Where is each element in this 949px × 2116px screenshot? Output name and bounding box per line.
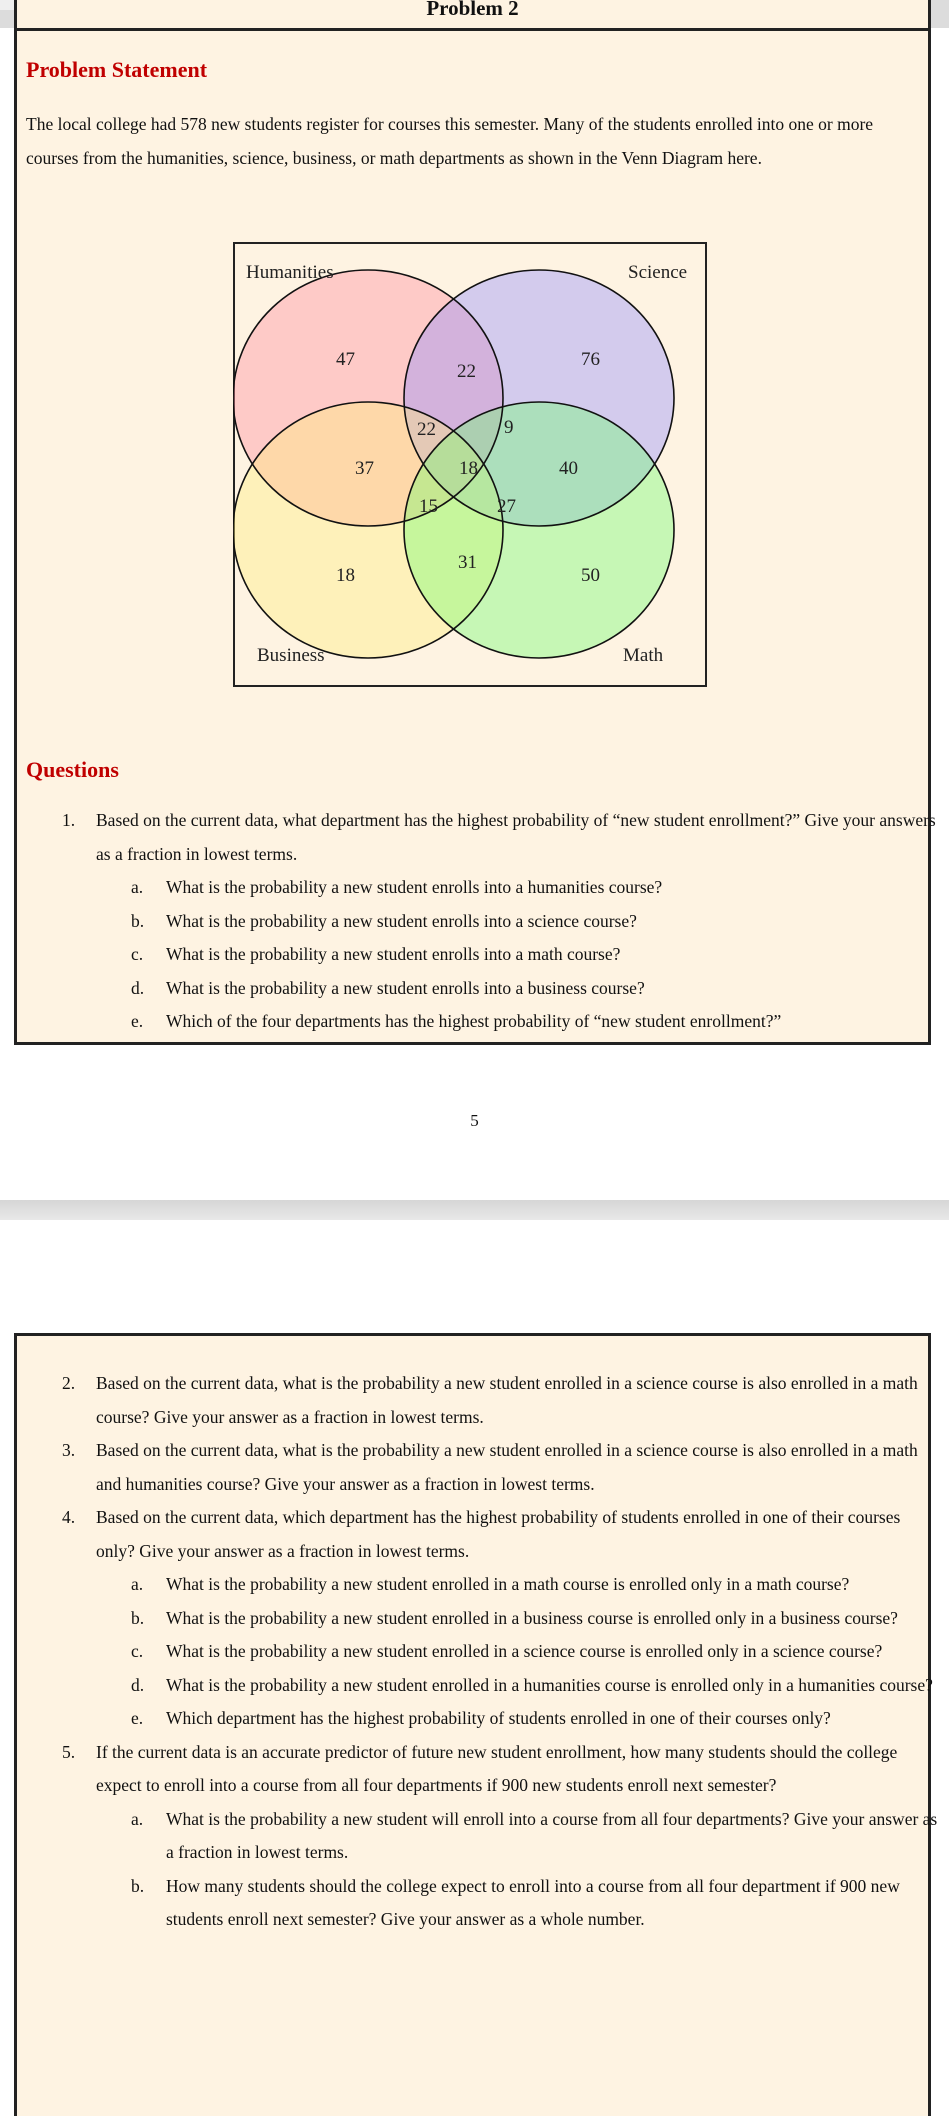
problem-statement-heading: Problem Statement: [26, 57, 208, 82]
sub-question-text: What is the probability a new student enrolls into a math course?: [166, 944, 621, 964]
sub-question-letter: a.: [131, 1808, 144, 1829]
venn-label-math: Math: [623, 645, 664, 666]
venn-svg: [233, 242, 709, 688]
question-1c: [26, 938, 941, 972]
question-1d: [26, 972, 941, 1006]
region-all-four: 18: [459, 458, 478, 479]
question-number: 2.: [62, 1373, 76, 1393]
region-business-science-math: 27: [497, 496, 516, 517]
question-1a: [26, 871, 941, 905]
question-4d: [26, 1669, 941, 1703]
region-humanities-business-math: 15: [419, 496, 438, 517]
sub-question-text: Which of the four departments has the highest probability of “new student enrollment?”: [166, 1011, 782, 1031]
page-number: 5: [470, 1111, 479, 1130]
question-number: 5.: [62, 1741, 76, 1762]
question-4c: [26, 1635, 941, 1669]
sub-question-letter: c.: [131, 944, 144, 964]
venn-label-humanities: Humanities: [246, 262, 334, 283]
region-business-math: 31: [458, 552, 477, 573]
question-5: [26, 1736, 941, 1803]
region-humanities-science-math: 9: [504, 417, 514, 438]
question-text: Based on the current data, which department has the highest probability of students enrolled in one of their courses only? Give your answer as a fraction in lowest terms.: [96, 1507, 901, 1561]
sub-question-text: What is the probability a new student enrolled in a business course is enrolled only in a business course?: [166, 1607, 898, 1628]
question-number: 3.: [62, 1440, 76, 1460]
sub-question-letter: e.: [131, 1708, 144, 1728]
question-4: [26, 1501, 941, 1568]
sub-question-text: What is the probability a new student enrolled in a humanities course is enrolled only in a humanities course?: [166, 1674, 933, 1695]
region-humanities-science: 22: [457, 361, 476, 382]
question-number: 4.: [62, 1507, 76, 1527]
page-divider: [0, 1200, 949, 1220]
sub-question-text: What is the probability a new student enrolls into a humanities course?: [166, 877, 663, 897]
questions-heading: Questions: [26, 757, 119, 782]
sub-question-text: What is the probability a new student enrolled in a math course is enrolled only in a math course?: [166, 1574, 850, 1594]
region-business-only: 18: [336, 565, 355, 586]
question-1e: [26, 1005, 941, 1039]
sub-question-text: How many students should the college expect to enroll into a course from all four department if 900 new students enroll next semester? Give your answer as a whole number.: [166, 1875, 900, 1929]
region-humanities-business-science: 22: [417, 419, 436, 440]
question-2: [26, 1367, 941, 1434]
region-science-math: 40: [559, 458, 578, 479]
question-text: Based on the current data, what is the probability a new student enrolled in a science course is also enrolled in a math course? Give your answer as a fraction in lowest terms.: [96, 1373, 918, 1427]
venn-label-science: Science: [628, 262, 688, 283]
question-4e: [26, 1702, 941, 1736]
venn-label-business: Business: [257, 645, 325, 666]
sub-question-letter: a.: [131, 877, 144, 897]
sub-question-letter: d.: [131, 1674, 145, 1695]
sub-question-text: What is the probability a new student enrolled in a science course is enrolled only in a science course?: [166, 1641, 883, 1661]
region-science-only: 76: [581, 349, 600, 370]
problem-statement-text: The local college had 578 new students register for courses this semester. Many of the students enrolled into one or more courses from the humanities, science, business, or math departments as shown in the Venn Diagram here.: [26, 114, 874, 168]
sub-question-letter: a.: [131, 1574, 144, 1594]
question-number: 1.: [62, 810, 76, 830]
question-text: Based on the current data, what department has the highest probability of “new student enrollment?” Give your answers as a fraction in lowest terms.: [96, 810, 936, 864]
question-5b: [26, 1870, 941, 1937]
math-circle: [404, 402, 674, 658]
question-1b: [26, 905, 941, 939]
problem-title: Problem 2: [14, 0, 931, 31]
sub-question-text: What is the probability a new student will enroll into a course from all four departments? Give your answer as a fraction in lowest terms.: [166, 1808, 938, 1862]
sub-question-text: Which department has the highest probability of students enrolled in one of their courses only?: [166, 1708, 831, 1728]
questions-list-page-2: [26, 1367, 941, 1937]
question-3: [26, 1434, 941, 1501]
region-humanities-only: 47: [336, 349, 355, 370]
sub-question-letter: b.: [131, 910, 145, 931]
venn-diagram: [233, 242, 709, 688]
question-4a: [26, 1568, 941, 1602]
sub-question-letter: e.: [131, 1011, 144, 1031]
questions-list-page-1: [26, 804, 941, 1039]
sub-question-text: What is the probability a new student enrolls into a science course?: [166, 910, 637, 931]
question-1: [26, 804, 941, 871]
question-5a: [26, 1803, 941, 1870]
sub-question-letter: b.: [131, 1875, 145, 1896]
sub-question-letter: b.: [131, 1607, 145, 1628]
sub-question-text: What is the probability a new student enrolls into a business course?: [166, 977, 645, 998]
question-text: If the current data is an accurate predictor of future new student enrollment, how many students should the college expect to enroll into a course from all four departments if 900 new students enroll next semester?: [96, 1741, 898, 1795]
sub-question-letter: c.: [131, 1641, 144, 1661]
question-text: Based on the current data, what is the probability a new student enrolled in a science course is also enrolled in a math and humanities course? Give your answer as a fraction in lowest terms.: [96, 1440, 918, 1494]
sub-question-letter: d.: [131, 977, 145, 998]
region-math-only: 50: [581, 565, 600, 586]
region-humanities-business: 37: [355, 458, 374, 479]
question-4b: [26, 1602, 941, 1636]
